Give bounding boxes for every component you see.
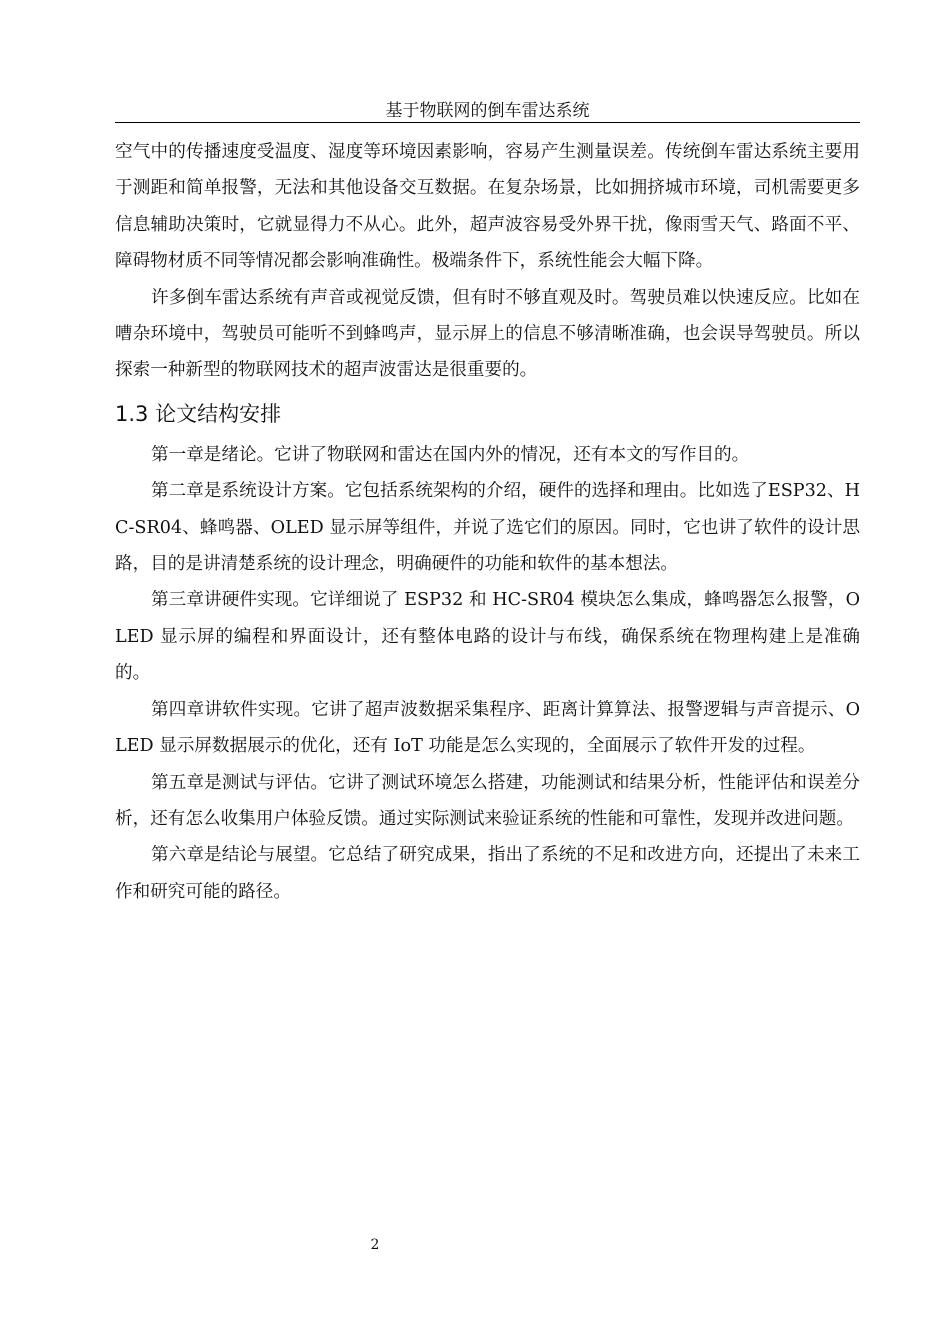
paragraph-continued: 空气中的传播速度受温度、湿度等环境因素影响，容易产生测量误差。传统倒车雷达系统主要用于测距和简单报警，无法和其他设备交互数据。在复杂场景，比如拥挤城市环境，司机需要更多信息辅助决策时，它就显得力不从心。此外，超声波容易受外界干扰，像雨雪天气、路面不平、障碍物材质不同等情况都会影响准确性。极端条件下，系统性能会大幅下降。	[115, 142, 860, 272]
section-heading: 1.3 论文结构安排	[115, 401, 282, 426]
paragraph-chapter-6: 第六章是结论与展望。它总结了研究成果，指出了系统的不足和改进方向，还提出了未来工作和研究可能的路径。	[115, 845, 860, 902]
page-body	[115, 134, 860, 910]
page-number: 2	[370, 1237, 380, 1253]
paragraph-chapter-5: 第五章是测试与评估。它讲了测试环境怎么搭建，功能测试和结果分析，性能评估和误差分析，还有怎么收集用户体验反馈。通过实际测试来验证系统的性能和可靠性，发现并改进问题。	[115, 772, 860, 829]
paragraph-chapter-2: 第二章是系统设计方案。它包括系统架构的介绍，硬件的选择和理由。比如选了ESP32、HC-SR04、蜂鸣器、OLED 显示屏等组件，并说了选它们的原因。同时，它也讲了软件的设计思路，目的是讲清楚系统的设计理念，明确硬件的功能和软件的基本想法。	[115, 481, 860, 575]
paragraph-chapter-4: 第四章讲软件实现。它讲了超声波数据采集程序、距离计算算法、报警逻辑与声音提示、OLED 显示屏数据展示的优化，还有 IoT 功能是怎么实现的，全面展示了软件开发的过程。	[115, 699, 860, 757]
paragraph-chapter-3: 第三章讲硬件实现。它详细说了 ESP32 和 HC-SR04 模块怎么集成，蜂鸣器怎么报警，OLED 显示屏的编程和界面设计，还有整体电路的设计与布线，确保系统在物理构建上是准确的。	[115, 590, 860, 684]
running-header: 基于物联网的倒车雷达系统	[115, 100, 860, 123]
paragraph-chapter-1: 第一章是绪论。它讲了物联网和雷达在国内外的情况，还有本文的写作目的。	[151, 444, 750, 465]
paragraph: 许多倒车雷达系统有声音或视觉反馈，但有时不够直观及时。驾驶员难以快速反应。比如在嘈杂环境中，驾驶员可能听不到蜂鸣声，显示屏上的信息不够清晰准确，也会误导驾驶员。所以探索一种新型的物联网技术的超声波雷达是很重要的。	[115, 287, 860, 381]
